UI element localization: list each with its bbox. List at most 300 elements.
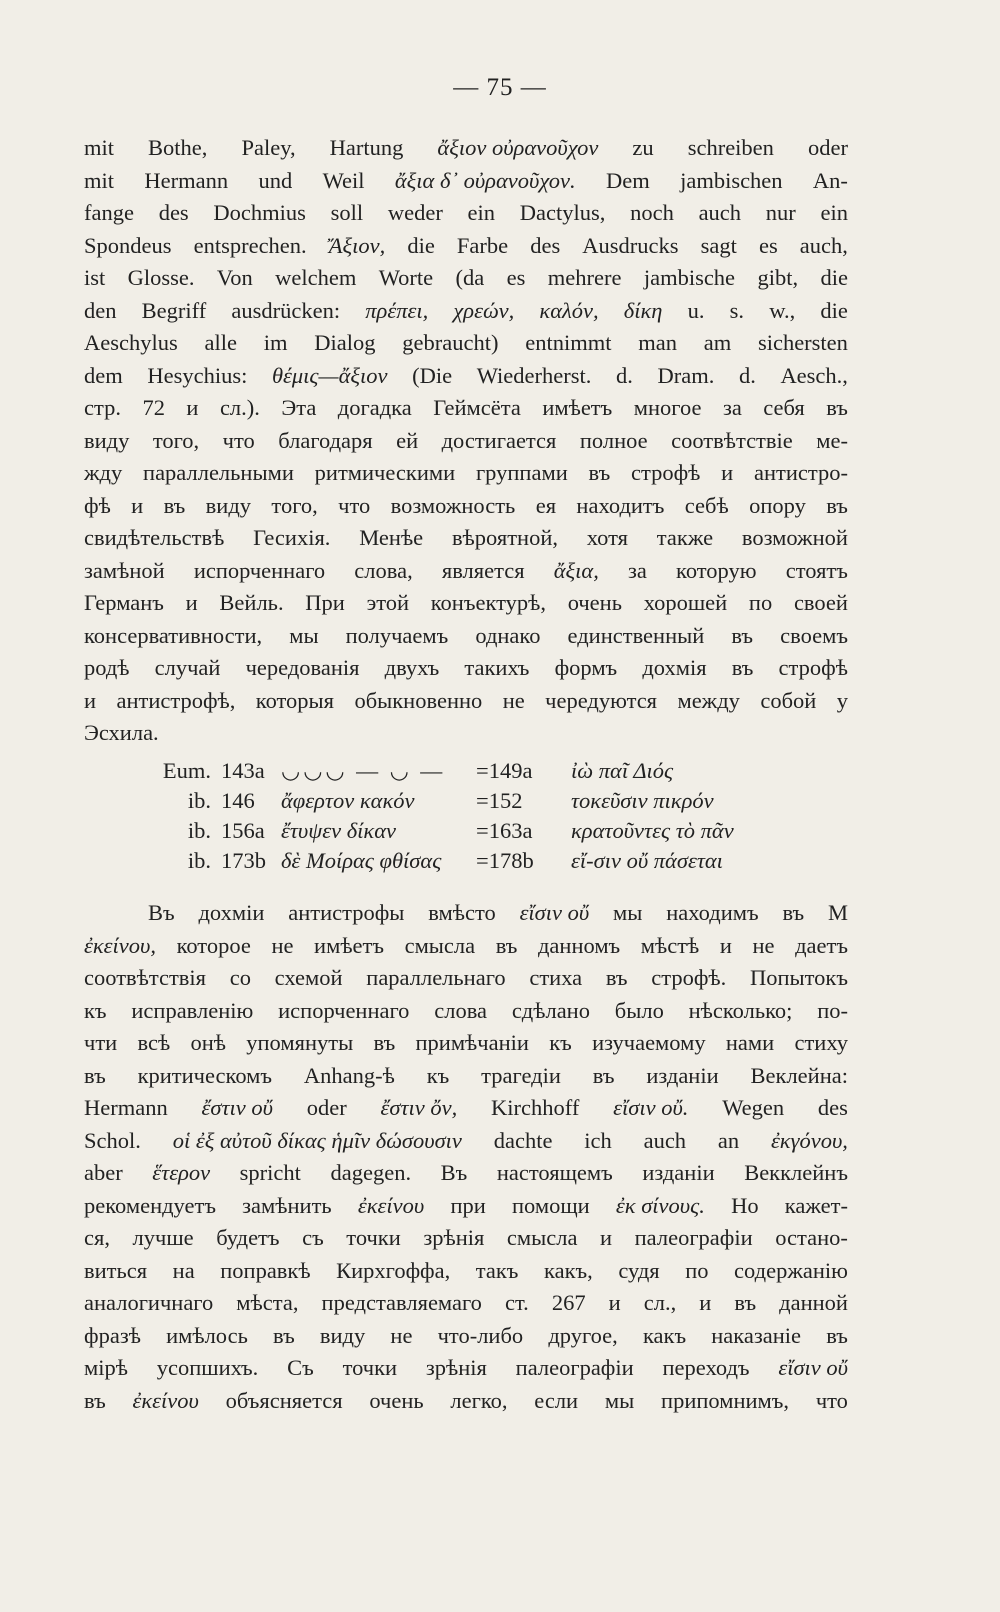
word: на	[172, 1257, 195, 1283]
word: Wegen	[722, 1095, 785, 1120]
word: Farbe	[456, 232, 509, 258]
word: очень	[369, 1387, 424, 1413]
word: gibt,	[757, 265, 799, 290]
word: что	[338, 492, 371, 518]
word: дохміи	[198, 900, 265, 925]
text-line	[84, 685, 848, 718]
word: Hermann	[144, 167, 229, 193]
word: въ	[731, 655, 754, 680]
greek-word: πρέπει,	[365, 297, 429, 323]
word: oder	[807, 135, 848, 160]
greek-word: ἄξια δ᾽ οὐρανοῦχον.	[394, 167, 576, 193]
word: Dochmius	[213, 200, 306, 225]
text-line	[84, 457, 848, 490]
word: стоятъ	[785, 557, 848, 583]
word: noch	[630, 200, 674, 225]
verse-row	[147, 756, 827, 786]
paragraph-2	[84, 897, 848, 1417]
word: другое,	[548, 1322, 618, 1348]
word: въ	[163, 492, 186, 518]
word: и	[84, 687, 97, 713]
word: mehrere	[547, 265, 622, 290]
verse-row	[147, 786, 827, 816]
word: возможность	[390, 492, 516, 518]
word: w.,	[769, 297, 796, 323]
verse-reference: ib.	[187, 788, 211, 813]
word: обыкновенно	[354, 687, 483, 713]
word: Hartung	[329, 135, 404, 160]
text-line	[84, 425, 848, 458]
word: Въ	[440, 1160, 468, 1185]
verse-reference: ib.	[187, 848, 211, 873]
text-line	[84, 1222, 848, 1255]
word: очень	[567, 590, 622, 615]
word: soll	[330, 200, 364, 225]
word: однако	[475, 622, 541, 648]
word: припомнимъ,	[661, 1387, 790, 1413]
antistrophe-number: =178b	[476, 848, 534, 873]
word: Попытокъ	[749, 965, 848, 990]
word: себя	[763, 395, 805, 420]
word: ритмическими	[314, 460, 456, 485]
word: свидѣтельствѣ	[84, 525, 225, 550]
word: an	[717, 1127, 740, 1153]
word: антистрофы	[288, 900, 405, 925]
word: своемъ	[780, 622, 848, 648]
word: M	[827, 900, 848, 925]
word: Begriff	[141, 297, 207, 323]
word: u.	[687, 297, 705, 323]
word: что	[222, 427, 255, 453]
word: такъ	[475, 1257, 519, 1283]
word: gebraucht)	[402, 330, 499, 355]
word: данномъ	[537, 932, 621, 958]
word: изучаемому	[592, 1030, 706, 1055]
greek-word: ἄξιον οὐρανοῦχον	[437, 135, 599, 160]
word: у	[836, 687, 848, 713]
word: и	[186, 395, 199, 420]
text-line	[84, 230, 848, 263]
greek-word: ἐκείνου,	[84, 932, 156, 958]
word: догадка	[337, 395, 412, 420]
word: собой	[760, 687, 817, 713]
word: испорченнаго	[193, 557, 326, 583]
text-line	[84, 522, 848, 555]
word: къ	[549, 1030, 572, 1055]
word: благодаря	[278, 427, 373, 453]
word: дохмія	[642, 655, 707, 680]
word: будетъ	[216, 1225, 280, 1250]
word: того,	[152, 427, 200, 453]
word: которую	[676, 557, 757, 583]
word: было	[614, 997, 664, 1023]
word: сл.,	[643, 1290, 677, 1315]
word: entsprechen.	[193, 232, 307, 258]
word: mit	[84, 135, 115, 160]
word: d.	[738, 362, 756, 388]
word: d.	[616, 362, 633, 388]
word: im	[263, 330, 288, 355]
word: Dram.	[657, 362, 715, 388]
word: des	[530, 232, 561, 258]
word: этой	[366, 590, 410, 615]
word: alle	[204, 330, 237, 355]
word: Кирхгоффа,	[336, 1257, 451, 1283]
word: при	[450, 1192, 486, 1218]
word: виду	[319, 1322, 366, 1348]
verse-row	[147, 846, 827, 876]
word: sichersten	[757, 330, 848, 355]
word: вѣроятной,	[451, 525, 558, 550]
word: сдѣлано	[511, 997, 590, 1023]
word: aber	[84, 1160, 123, 1185]
word: настоящемъ	[496, 1160, 613, 1185]
word: ея	[535, 492, 557, 518]
word: и	[608, 1290, 621, 1315]
antistrophe-number: =163a	[476, 818, 533, 843]
word: den	[84, 297, 117, 323]
word: Dialog	[314, 330, 376, 355]
word: ein	[467, 200, 496, 225]
text-line	[84, 620, 848, 653]
greek-word: ἐκγόνου,	[770, 1127, 848, 1153]
word: виду	[84, 427, 130, 453]
word: онѣ	[190, 1030, 226, 1055]
word: полное	[579, 427, 648, 453]
word: конъектурѣ,	[430, 590, 546, 615]
word: Anhang-ѣ	[303, 1062, 395, 1088]
word: auch	[643, 1127, 687, 1153]
word: weder	[387, 200, 443, 225]
word: Но	[731, 1192, 759, 1218]
word: получаемъ	[345, 622, 449, 648]
text-line	[84, 1287, 848, 1320]
word: ich	[584, 1127, 612, 1153]
word: jambische	[643, 265, 736, 290]
paragraph-1	[84, 132, 848, 750]
word: Векклейнъ	[744, 1160, 848, 1185]
word: замѣнить	[242, 1192, 332, 1218]
word: ся,	[84, 1225, 110, 1250]
greek-word: δίκη	[623, 297, 663, 323]
word: какъ	[642, 1322, 687, 1348]
word: 72	[142, 395, 165, 420]
word: не	[752, 932, 775, 958]
word: die	[407, 232, 435, 258]
word: Съ	[287, 1355, 314, 1380]
word: ей	[396, 427, 419, 453]
word: того,	[271, 492, 318, 518]
word: des	[817, 1095, 848, 1120]
text-line	[84, 962, 848, 995]
word: группами	[475, 460, 568, 485]
verse-number: 146	[221, 788, 255, 813]
word: по-	[817, 997, 848, 1023]
antistrophe-number: =149a	[476, 758, 533, 783]
word: не	[271, 932, 294, 958]
word: строфѣ.	[651, 965, 727, 990]
word: съ	[302, 1225, 324, 1250]
greek-word: ἔστιν οὔ	[201, 1095, 273, 1120]
word: замѣной	[84, 557, 165, 583]
word: опору	[749, 492, 806, 518]
word: des	[158, 200, 189, 225]
text-line	[84, 490, 848, 523]
word: является	[441, 557, 525, 583]
strophe-text: ἔτυψεν δίκαν	[281, 818, 397, 843]
word: изданіи	[642, 1160, 715, 1185]
text-line	[84, 1060, 848, 1093]
word: мѣста,	[236, 1290, 299, 1315]
word: двухъ	[384, 655, 440, 680]
word: въ	[495, 932, 518, 958]
word: переходъ	[662, 1355, 750, 1380]
word: антистро-	[754, 460, 848, 485]
word: нами	[725, 1030, 775, 1055]
word: антистрофѣ,	[116, 687, 236, 713]
word: Spondeus	[84, 232, 172, 258]
word: въ	[782, 900, 805, 925]
strophe-text: δὲ Μοίρας φθίσας	[281, 848, 442, 873]
word: за	[628, 557, 647, 583]
strophe-text: ἄφερτον κακόν	[281, 788, 415, 813]
word: Веклейна:	[750, 1062, 848, 1088]
word: остано-	[775, 1225, 848, 1250]
word: Bothe,	[148, 135, 208, 160]
text-line	[84, 930, 848, 963]
greek-word: ἐκείνου	[357, 1192, 425, 1218]
verse-row	[147, 816, 827, 846]
word: наказаніе	[711, 1322, 802, 1348]
word: entnimmt	[525, 330, 612, 355]
greek-word: οἱ ἐξ αὐτοῦ δίκας ἡμῖν δώσουσιν	[172, 1127, 462, 1153]
text-line	[84, 1027, 848, 1060]
word: даетъ	[795, 932, 848, 958]
word: Glosse.	[127, 265, 195, 290]
antistrophe-number: =152	[476, 788, 523, 813]
word: хотя	[586, 525, 629, 550]
word: въ	[273, 1322, 295, 1348]
word: При	[305, 590, 345, 615]
word: соотвѣтствіе	[671, 427, 793, 453]
word: себѣ	[684, 492, 729, 518]
word: dachte	[493, 1127, 553, 1153]
text-line	[84, 392, 848, 425]
meter-scheme: ◡◡◡ — ◡ —	[281, 758, 446, 783]
text-line	[84, 1320, 848, 1353]
word: Гесихія.	[253, 525, 331, 550]
word: данной	[779, 1290, 848, 1315]
word: усопшихъ.	[156, 1355, 259, 1380]
word: zu	[632, 135, 654, 160]
word: также	[656, 525, 714, 550]
word: и	[719, 932, 732, 958]
word: виться	[84, 1257, 148, 1283]
word: (da	[455, 265, 485, 290]
text-line	[84, 717, 848, 750]
word: чередованія	[245, 655, 360, 680]
text-line	[84, 1157, 848, 1190]
greek-word: εἴσιν οὔ.	[613, 1095, 689, 1120]
word: jambischen	[680, 167, 783, 193]
word: ме-	[816, 427, 848, 453]
verse-number: 156a	[221, 818, 265, 843]
word: Worte	[378, 265, 434, 290]
word: соотвѣтствія	[84, 965, 207, 990]
greek-word: εἴσιν οὔ	[778, 1355, 848, 1380]
word: Weil	[322, 167, 365, 193]
word: по	[748, 590, 773, 615]
word: исправленію	[131, 997, 254, 1023]
word: имѣетъ	[542, 395, 613, 420]
word: зрѣнія	[425, 1355, 487, 1380]
word: какъ,	[544, 1257, 593, 1283]
word: что-либо	[437, 1322, 524, 1348]
word: точки	[346, 1225, 401, 1250]
word: въ	[84, 1062, 106, 1088]
word: схемой	[274, 965, 343, 990]
text-line	[84, 652, 848, 685]
antistrophe-text: κρατοῦντες τὸ πᾶν	[571, 818, 734, 843]
word: Эсхила.	[84, 720, 159, 745]
word: auch	[698, 200, 742, 225]
word: легко,	[450, 1387, 508, 1413]
word: всѣ	[137, 1030, 171, 1055]
verse-number: 143a	[221, 758, 265, 783]
word: (Die	[412, 362, 453, 388]
word: смысла	[506, 1225, 578, 1250]
word: кажет-	[784, 1192, 848, 1218]
word: строфѣ	[778, 655, 848, 680]
text-line	[84, 1255, 848, 1288]
text-line	[84, 1092, 848, 1125]
word: чередуются	[545, 687, 658, 713]
word: содержанію	[734, 1257, 848, 1283]
word: welchem	[275, 265, 357, 290]
word: находитъ	[576, 492, 665, 518]
word: Эта	[281, 395, 317, 420]
word: консервативности,	[84, 622, 263, 648]
word: строфѣ	[631, 460, 701, 485]
word: фразѣ	[84, 1322, 141, 1348]
text-line	[84, 555, 848, 588]
word: и	[185, 590, 198, 615]
word: формъ	[554, 655, 618, 680]
word: Ausdrucks	[582, 232, 679, 258]
word: слова,	[354, 557, 413, 583]
word: ist	[84, 265, 106, 290]
word: зрѣнія	[423, 1225, 485, 1250]
word: слова	[434, 997, 488, 1023]
word: мѣстѣ	[640, 932, 700, 958]
word: лучше	[132, 1225, 194, 1250]
greek-word: θέμις—ἄξιον	[271, 362, 388, 388]
word: примѣчаніи	[415, 1030, 529, 1055]
word: въ	[731, 622, 754, 648]
word: man	[638, 330, 677, 355]
word: въ	[826, 395, 848, 420]
text-line	[84, 132, 848, 165]
word: mit	[84, 167, 115, 193]
antistrophe-text: εἴ-σιν οὔ πάσεται	[571, 848, 723, 873]
word: имѣетъ	[314, 932, 384, 958]
word: schreiben	[687, 135, 774, 160]
word: am	[703, 330, 732, 355]
word: не	[390, 1322, 413, 1348]
word: dem	[84, 362, 123, 388]
verse-number: 173b	[221, 848, 266, 873]
word: nur	[765, 200, 796, 225]
word: Schol.	[84, 1127, 141, 1153]
page-number: — 75 —	[453, 74, 547, 101]
word: которое	[176, 932, 251, 958]
word: испорченнаго	[278, 997, 410, 1023]
word: изданіи	[646, 1062, 719, 1088]
word: sagt	[700, 232, 737, 258]
word: между	[677, 687, 740, 713]
antistrophe-text: ἰὼ παῖ Διός	[571, 758, 674, 783]
word: не	[502, 687, 525, 713]
word: Въ	[148, 900, 175, 925]
word: въ	[826, 492, 848, 518]
word: стр.	[84, 395, 121, 420]
greek-word: ἐκ σίνους.	[615, 1192, 705, 1218]
word: въ	[373, 1030, 396, 1055]
word: въ	[734, 1290, 757, 1315]
greek-word: εἴσιν οὔ	[519, 900, 590, 925]
word: имѣлось	[166, 1322, 248, 1348]
word: стиха	[529, 965, 583, 990]
word: къ	[426, 1062, 450, 1088]
word: и	[721, 460, 734, 485]
word: Aeschylus	[84, 330, 178, 355]
word: которыя	[255, 687, 335, 713]
word: упомянуты	[246, 1030, 354, 1055]
word: къ	[84, 997, 107, 1023]
word: представляемаго	[321, 1290, 482, 1315]
word: въ	[826, 1322, 848, 1348]
word: Aesch.,	[780, 362, 848, 388]
word: достигается	[441, 427, 557, 453]
greek-word: ἕτερον	[152, 1160, 211, 1185]
verse-reference: Eum.	[162, 758, 211, 783]
word: параллельнаго	[366, 965, 506, 990]
word: единственный	[567, 622, 705, 648]
word: Kirchhoff	[491, 1095, 580, 1120]
text-line	[84, 1385, 848, 1418]
greek-word: ἄξια,	[553, 557, 599, 583]
text-line	[84, 360, 848, 393]
word: хорошей	[643, 590, 728, 615]
word: die	[820, 265, 848, 290]
text-line	[84, 165, 848, 198]
word: палеографіи	[515, 1355, 634, 1380]
word: Геймсёта	[433, 395, 521, 420]
word: мы	[604, 1387, 635, 1413]
word: трагедіи	[481, 1062, 561, 1088]
text-line	[84, 1125, 848, 1158]
word: es	[506, 265, 526, 290]
word: что	[815, 1387, 848, 1413]
word: die	[820, 297, 848, 323]
word: сл.).	[219, 395, 260, 420]
word: въ	[588, 460, 611, 485]
greek-word: Ἄξιον,	[328, 232, 386, 258]
word: ст.	[504, 1290, 529, 1315]
word: und	[258, 167, 293, 193]
antistrophe-text: τοκεῦσιν πικρόν	[571, 788, 714, 813]
word: auch,	[799, 232, 848, 258]
